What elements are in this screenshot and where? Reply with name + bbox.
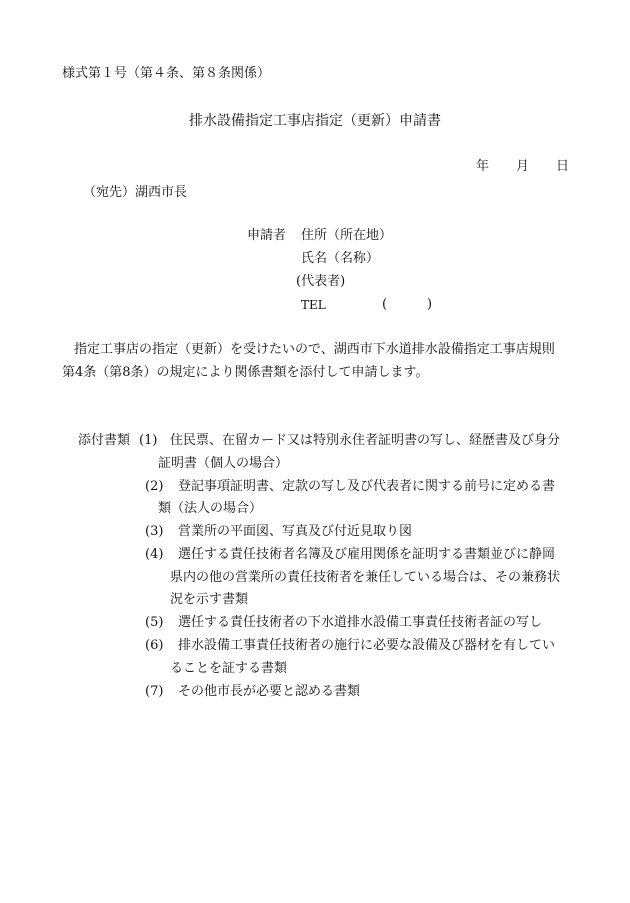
attachment-text-line: 選任する責任技術者名簿及び雇用関係を証明する書類並びに静岡 [178, 547, 556, 562]
date-day-label: 日 [556, 159, 570, 174]
tel-paren-open: ( [382, 297, 388, 312]
attachment-text-line: 営業所の平面図、写真及び付近見取り図 [178, 524, 413, 539]
attachment-text-line: 況を示す書類 [170, 592, 249, 607]
attachment-text-line: 登記事項証明書、定款の写し及び代表者に関する前号に定める書 [178, 478, 556, 494]
attachment-text-line: 排水設備工事責任技術者の施行に必要な設備及び器材を有してい [178, 638, 556, 653]
body-text-line-1: 指定工事店の指定（更新）を受けたいので、湖西市下水道排水設備指定工事店規則 [74, 342, 555, 357]
attachment-number: (5) [145, 615, 164, 630]
attachments-label: 添付書類 [78, 433, 131, 448]
attachment-number: (6) [145, 638, 164, 653]
attachment-text-line: 選任する責任技術者の下水道排水設備工事責任技術者証の写し [178, 615, 543, 630]
attachment-text-line: 県内の他の営業所の責任技術者を兼任している場合は、その兼務状 [170, 569, 561, 585]
applicant-label: 申請者 [247, 228, 287, 243]
attachment-text-line: 住民票、在留カード又は特別永住者証明書の写し、経歴書及び身分 [170, 433, 561, 448]
addressee: （宛先）湖西市長 [83, 185, 188, 200]
attachment-number: (3) [145, 524, 164, 539]
attachment-number: (2) [145, 478, 164, 494]
date-year-label: 年 [476, 159, 490, 174]
date-month-label: 月 [516, 159, 530, 174]
body-text-line-2: 第4条（第8条）の規定により関係書類を添付して申請します。 [62, 365, 429, 380]
attachment-text-line: 類（法人の場合） [158, 501, 263, 516]
tel-label: TEL [301, 298, 326, 312]
attachment-text-line: 証明書（個人の場合） [158, 455, 289, 471]
attachment-text-line: その他市長が必要と認める書類 [178, 683, 361, 699]
attachment-number: (1) [139, 433, 158, 448]
tel-paren-close: ) [427, 297, 433, 312]
attachment-number: (4) [145, 547, 164, 562]
form-number: 様式第１号（第４条、第８条関係） [62, 66, 271, 81]
document-title: 排水設備指定工事店指定（更新）申請書 [189, 113, 441, 129]
address-label: 住所（所在地） [301, 228, 393, 243]
attachment-text-line: ることを証する書類 [170, 660, 288, 676]
name-label: 氏名（名称） [301, 251, 380, 266]
attachment-number: (7) [145, 683, 164, 699]
representative-label: (代表者) [296, 274, 346, 289]
